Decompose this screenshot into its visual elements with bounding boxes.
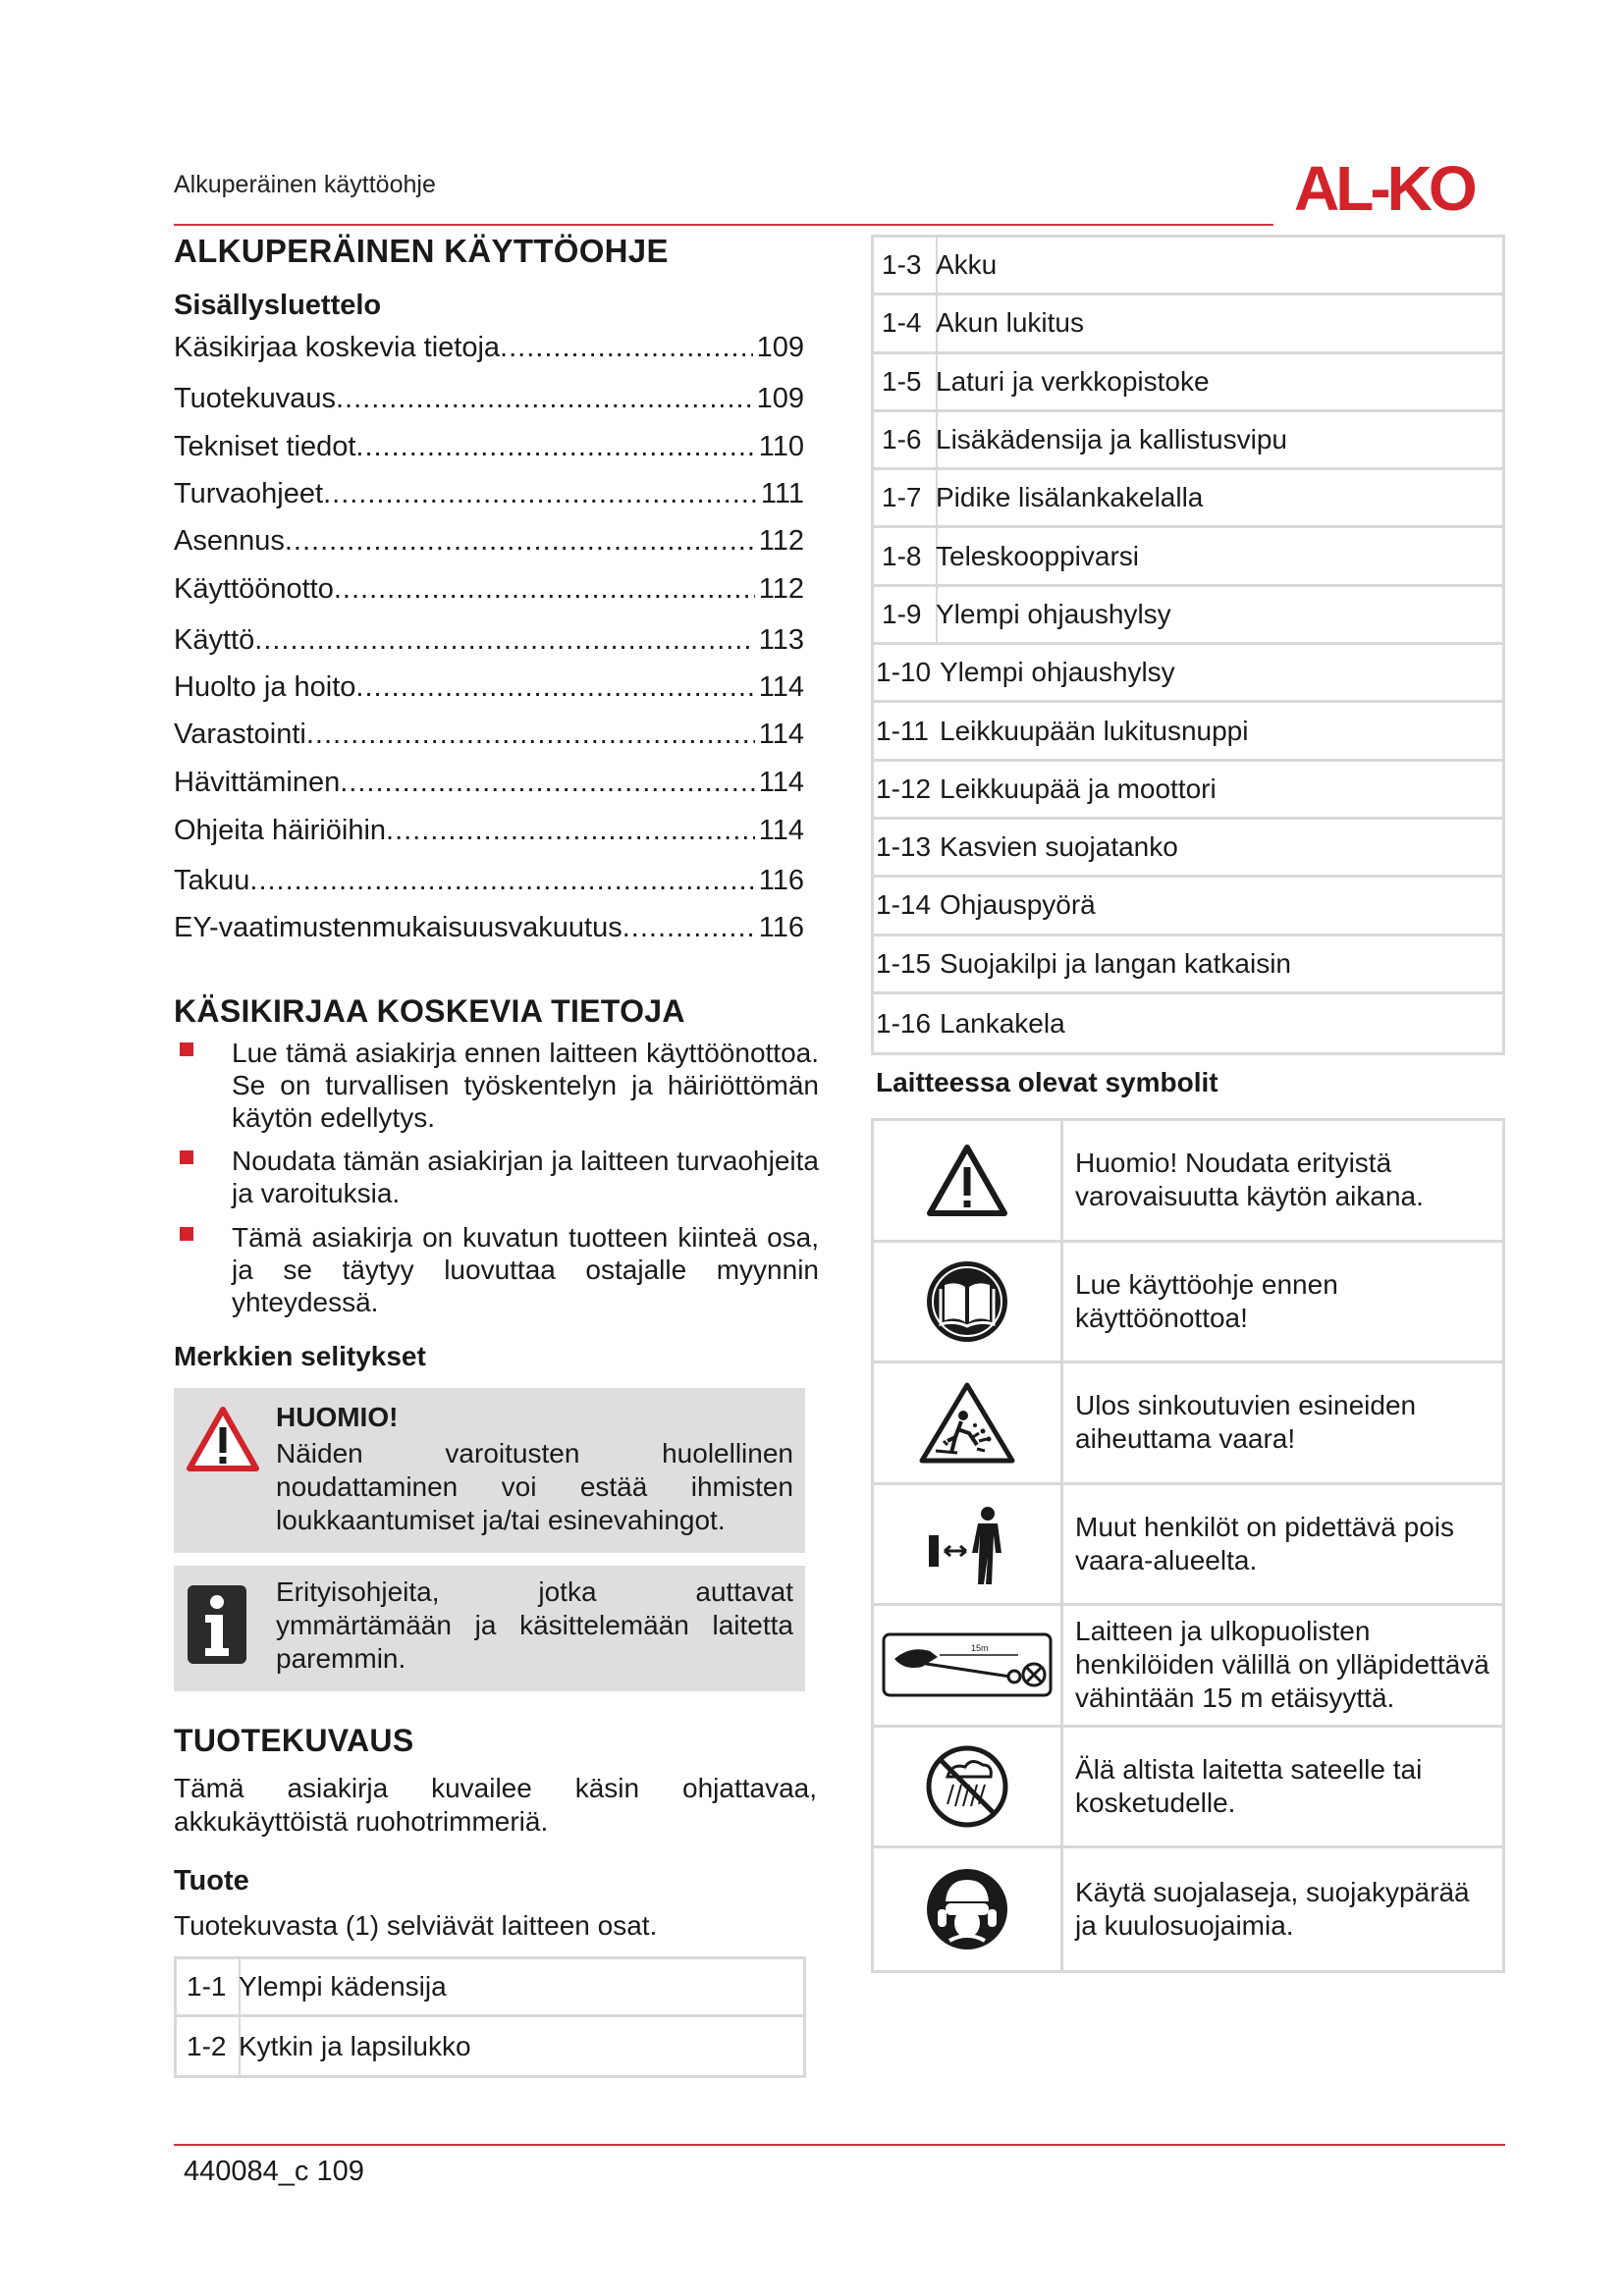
table-row: 1-1 Ylempi kädensija	[177, 1959, 803, 2017]
symbols-table	[871, 1118, 1505, 1973]
table-row: 1-7 Pidike lisälankakelalla	[874, 470, 1502, 528]
symbol-row: 15m Laitteen ja ulkopuolisten henkilöiden välillä on ylläpidettävä vähintään 15 m etäisyyttä.	[874, 1606, 1502, 1728]
product-description: Tämä asiakirja kuvailee käsin ohjattavaa, akkukäyttöistä ruohotrimmeriä.	[174, 1773, 817, 1837]
toc-row[interactable]: Käyttö ..... 113	[174, 624, 804, 664]
warning-triangle-icon	[186, 1406, 260, 1472]
page-reference: 440084_c 109	[184, 2156, 364, 2187]
toc-row[interactable]: Asennus ..... 112	[174, 525, 804, 564]
table-row: 1-3 Akku	[874, 238, 1502, 295]
symbol-row: Muut henkilöt on pidettävä pois vaara-alueelta.	[874, 1485, 1502, 1607]
info-text: Erityisohjeita, jotka auttavat ymmärtämään ja käsittelemään laitetta paremmin.	[276, 1576, 793, 1674]
table-row: 1-9 Ylempi ohjaushylsy	[874, 587, 1502, 645]
table-row: 1-2 Kytkin ja lapsilukko	[177, 2017, 803, 2075]
toc-row[interactable]: Tekniset tiedot ..... 110	[174, 431, 804, 470]
toc-row[interactable]: Ohjeita häiriöihin ..... 114	[174, 815, 804, 854]
footer-rule	[174, 2144, 1505, 2146]
bullet-text: Lue tämä asiakirja ennen laitteen käyttöönottoa. Se on turvallisen työskentelyn ja häiriöttömän käytön edellytys.	[232, 1038, 819, 1133]
warning-triangle-icon	[926, 1143, 1008, 1217]
table-row: 1-16 Lankakela	[876, 1007, 1065, 1039]
table-row: 1-8 Teleskooppivarsi	[874, 528, 1502, 586]
toc-row[interactable]: Huolto ja hoito ..... 114	[174, 671, 804, 711]
read-manual-icon	[925, 1259, 1009, 1344]
bullet-marker	[180, 1227, 193, 1241]
table-row: 1-5 Laturi ja verkkopistoke	[874, 354, 1502, 412]
warning-text: Näiden varoitusten huolellinen noudattaminen voi estää ihmisten loukkaantumiset ja/tai esinevahingot.	[276, 1438, 793, 1535]
product-body: Tuotekuvasta (1) selviävät laitteen osat.	[174, 1910, 658, 1941]
bullet-marker	[180, 1150, 193, 1164]
table-row: 1-13 Kasvien suojatanko	[874, 820, 1502, 878]
symbol-row: Älä altista laitetta sateelle tai kosketudelle.	[874, 1728, 1502, 1849]
symbol-row: Lue käyttöohje ennen käyttöönottoa!	[874, 1243, 1502, 1364]
toc-row[interactable]: Takuu ..... 116	[174, 865, 804, 904]
keep-bystanders-away-icon	[923, 1502, 1011, 1586]
toc-heading: Sisällysluettelo	[174, 290, 382, 321]
safety-distance-icon	[881, 1631, 1054, 1698]
svg-text:15m: 15m	[971, 1643, 989, 1654]
bullet-marker	[180, 1042, 193, 1056]
main-title: ALKUPERÄINEN KÄYTTÖOHJE	[174, 233, 669, 269]
toc-row[interactable]: Turvaohjeet ..... 111	[174, 478, 804, 517]
symbols-heading: Laitteessa olevat symbolit	[876, 1067, 1218, 1097]
toc-row[interactable]: Hävittäminen ..... 114	[174, 767, 804, 806]
header-rule	[174, 224, 1273, 226]
document-label: Alkuperäinen käyttöohje	[174, 171, 436, 198]
table-row: 1-11 Leikkuupään lukitusnuppi	[874, 703, 1502, 761]
table-row: 1-12 Leikkuupää ja moottori	[874, 762, 1502, 820]
table-row: 1-14 Ohjauspyörä	[874, 878, 1502, 935]
toc-row[interactable]: Käyttöönotto ..... 112	[174, 573, 804, 613]
symbol-row: Huomio! Noudata erityistä varovaisuutta käytön aikana.	[874, 1121, 1502, 1243]
toc-row[interactable]: Varastointi ..... 114	[174, 719, 804, 758]
table-row: 1-6 Lisäkädensija ja kallistusvipu	[874, 412, 1502, 470]
toc-row[interactable]: EY-vaatimustenmukaisuusvakuutus ..... 116	[174, 912, 804, 951]
table-row: 1-4 Akun lukitus	[874, 295, 1502, 353]
bullet-text: Tämä asiakirja on kuvatun tuotteen kiinteä osa, ja se täytyy luovuttaa ostajalle myynnin yhteydessä.	[232, 1222, 819, 1317]
bullet-text: Noudata tämän asiakirjan ja laitteen turvaohjeita ja varoituksia.	[232, 1146, 819, 1208]
table-row: 1-15 Suojakilpi ja langan katkaisin	[874, 936, 1502, 994]
info-icon	[188, 1585, 246, 1664]
toc-row[interactable]: Tuotekuvaus ..... 109	[174, 383, 804, 422]
alko-logo	[1294, 157, 1508, 218]
parts-table-right	[871, 235, 1505, 1055]
parts-table-left	[174, 1956, 806, 2078]
symbol-row: Ulos sinkoutuvien esineiden aiheuttama vaara!	[874, 1363, 1502, 1485]
warning-note	[174, 1388, 805, 1553]
symbol-row: Käytä suojalaseja, suojakypärää ja kuulosuojaimia.	[874, 1848, 1502, 1970]
marks-heading: Merkkien selitykset	[174, 1341, 426, 1371]
table-row: 1-10 Ylempi ohjaushylsy	[874, 645, 1502, 703]
toc-row[interactable]: Käsikirjaa koskevia tietoja ..... 109	[174, 332, 804, 371]
info-note	[174, 1566, 805, 1691]
section-title-manual-info: KÄSIKIRJAA KOSKEVIA TIETOJA	[174, 993, 685, 1029]
warning-title: HUOMIO!	[276, 1402, 399, 1432]
flying-objects-icon	[918, 1380, 1016, 1465]
no-rain-icon	[924, 1743, 1010, 1830]
svg-text:AL-KO: AL-KO	[1294, 157, 1474, 218]
section-title-product: TUOTEKUVAUS	[174, 1723, 414, 1758]
protective-gear-icon	[924, 1866, 1010, 1952]
product-heading: Tuote	[174, 1865, 249, 1896]
